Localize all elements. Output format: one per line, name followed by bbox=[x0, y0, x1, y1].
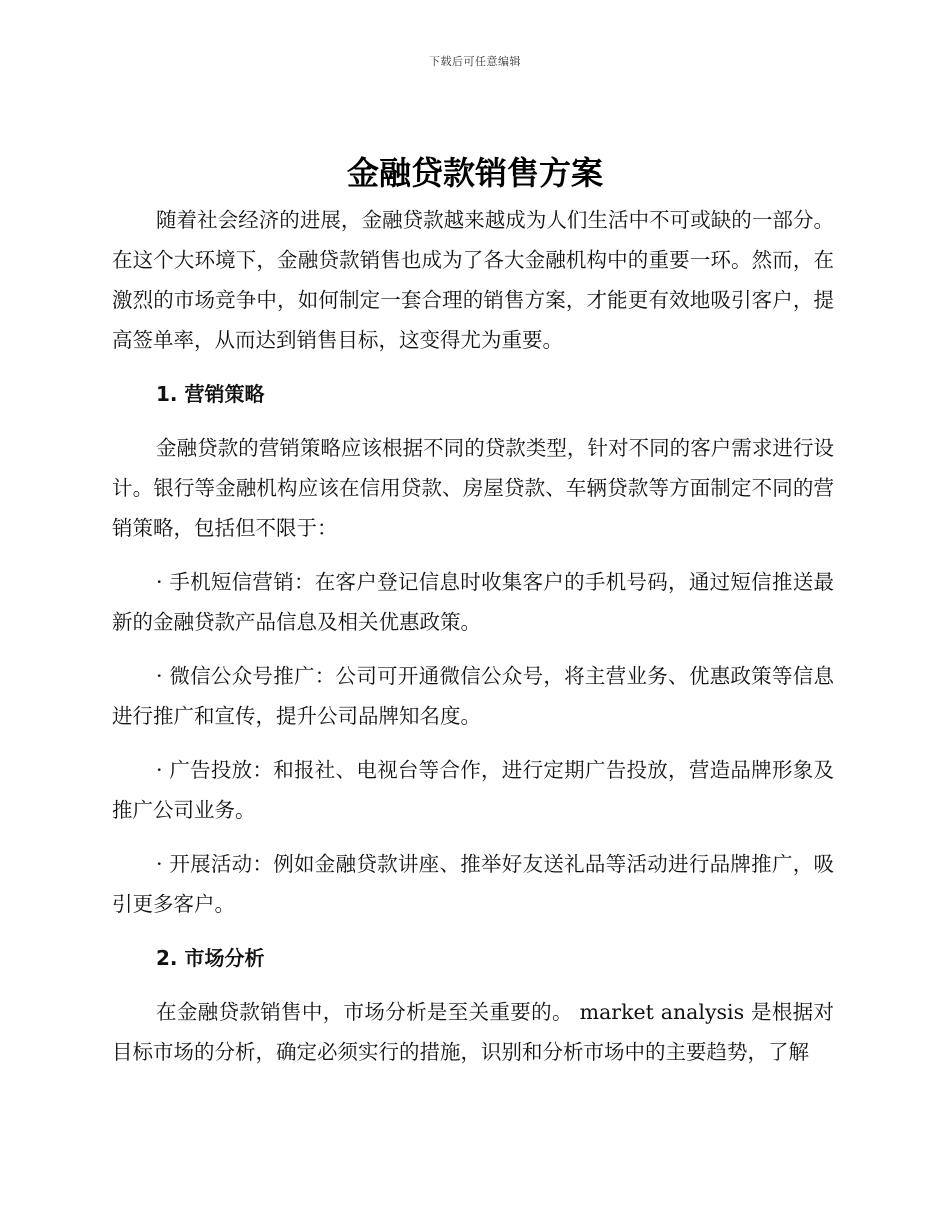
header-note: 下载后可任意编辑 bbox=[429, 55, 521, 68]
intro-paragraph: 随着社会经济的进展，金融贷款越来越成为人们生活中不可或缺的一部分。在这个大环境下，金融贷款销售也成为了各大金融机构中的重要一环。然而，在激烈的市场竞争中，如何制定一套合理的销售方案，才能更有效地吸引客户，提高签单率，从而达到销售目标，这变得尤为重要。 bbox=[112, 208, 834, 352]
bullet-advertising: · 广告投放：和报社、电视台等合作，进行定期广告投放，营造品牌形象及推广公司业务。 bbox=[112, 758, 834, 822]
section-heading-marketing-strategy: 1. 营销策略 bbox=[156, 382, 265, 406]
bullet-events: · 开展活动：例如金融贷款讲座、推举好友送礼品等活动进行品牌推广，吸引更多客户。 bbox=[112, 852, 834, 916]
document-body bbox=[112, 200, 834, 1072]
document-title: 金融贷款销售方案 bbox=[346, 154, 603, 192]
market-analysis-paragraph: 在金融贷款销售中，市场分析是至关重要的。 market analysis 是根据对目标市场的分析，确定必须实行的措施，识别和分析市场中的主要趋势，了解 bbox=[112, 1000, 834, 1064]
bullet-wechat-promotion: · 微信公众号推广：公司可开通微信公众号，将主营业务、优惠政策等信息进行推广和宣传，提升公司品牌知名度。 bbox=[112, 664, 834, 728]
section-heading-market-analysis: 2. 市场分析 bbox=[156, 946, 265, 970]
bullet-sms-marketing: · 手机短信营销：在客户登记信息时收集客户的手机号码，通过短信推送最新的金融贷款产品信息及相关优惠政策。 bbox=[112, 570, 834, 634]
marketing-strategy-paragraph: 金融贷款的营销策略应该根据不同的贷款类型，针对不同的客户需求进行设计。银行等金融机构应该在信用贷款、房屋贷款、车辆贷款等方面制定不同的营销策略，包括但不限于： bbox=[112, 436, 834, 540]
